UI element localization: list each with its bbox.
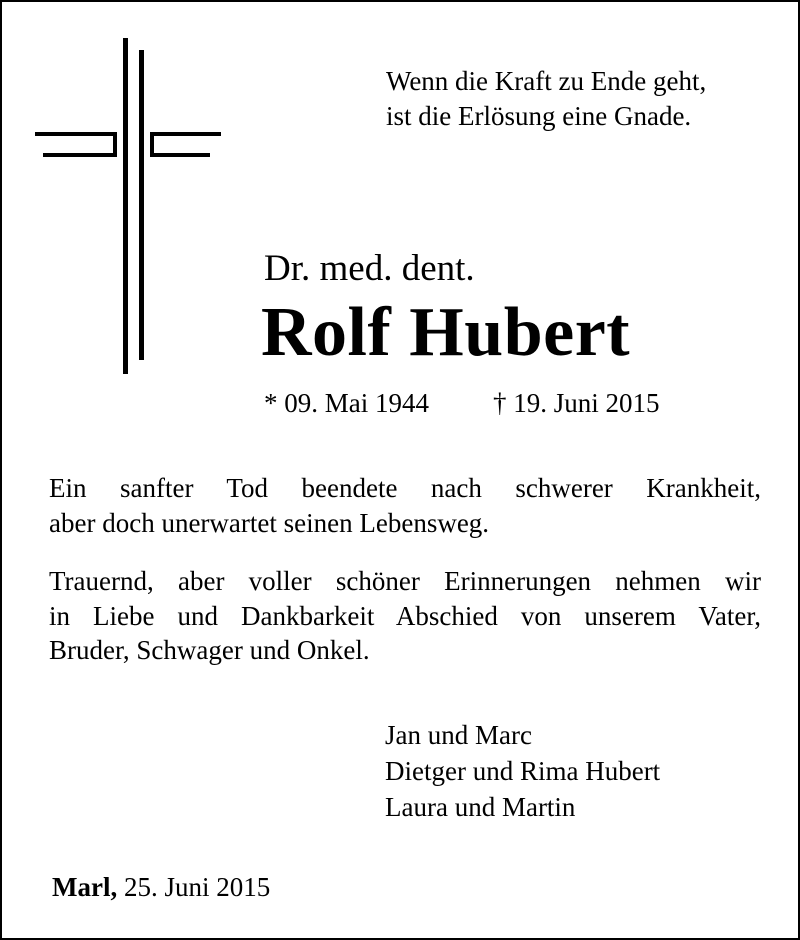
text-line: in Liebe und Dankbarkeit Abschied von unserem Vater, (49, 600, 761, 631)
text-line: aber doch unerwartet seinen Lebensweg. (49, 507, 490, 538)
text-line: Ein sanfter Tod beendete nach schwerer Krankheit, (49, 473, 761, 503)
publication-date: 25. Juni 2015 (123, 872, 271, 902)
motto (386, 64, 706, 134)
mourners-list (385, 717, 660, 825)
deceased-name: Rolf Hubert (261, 294, 631, 371)
mourner-entry: Laura und Martin (385, 792, 576, 822)
place: Marl, (52, 872, 118, 902)
text-line: Trauernd, aber voller schöner Erinnerungen nehmen wir (49, 566, 761, 596)
birth-date: * 09. Mai 1944 (264, 388, 429, 418)
cross-icon (35, 38, 221, 374)
death-date: † 19. Juni 2015 (493, 388, 660, 418)
mourner-entry: Jan und Marc (385, 720, 532, 750)
motto-line: Wenn die Kraft zu Ende geht, (386, 66, 707, 96)
paragraph-farewell (49, 564, 761, 668)
mourner-entry: Dietger und Rima Hubert (385, 756, 661, 786)
motto-line: ist die Erlösung eine Gnade. (386, 101, 692, 131)
academic-title: Dr. med. dent. (264, 248, 475, 289)
text-line: Bruder, Schwager und Onkel. (49, 635, 370, 665)
paragraph-death-notice (49, 471, 761, 540)
place-and-date (52, 870, 270, 904)
